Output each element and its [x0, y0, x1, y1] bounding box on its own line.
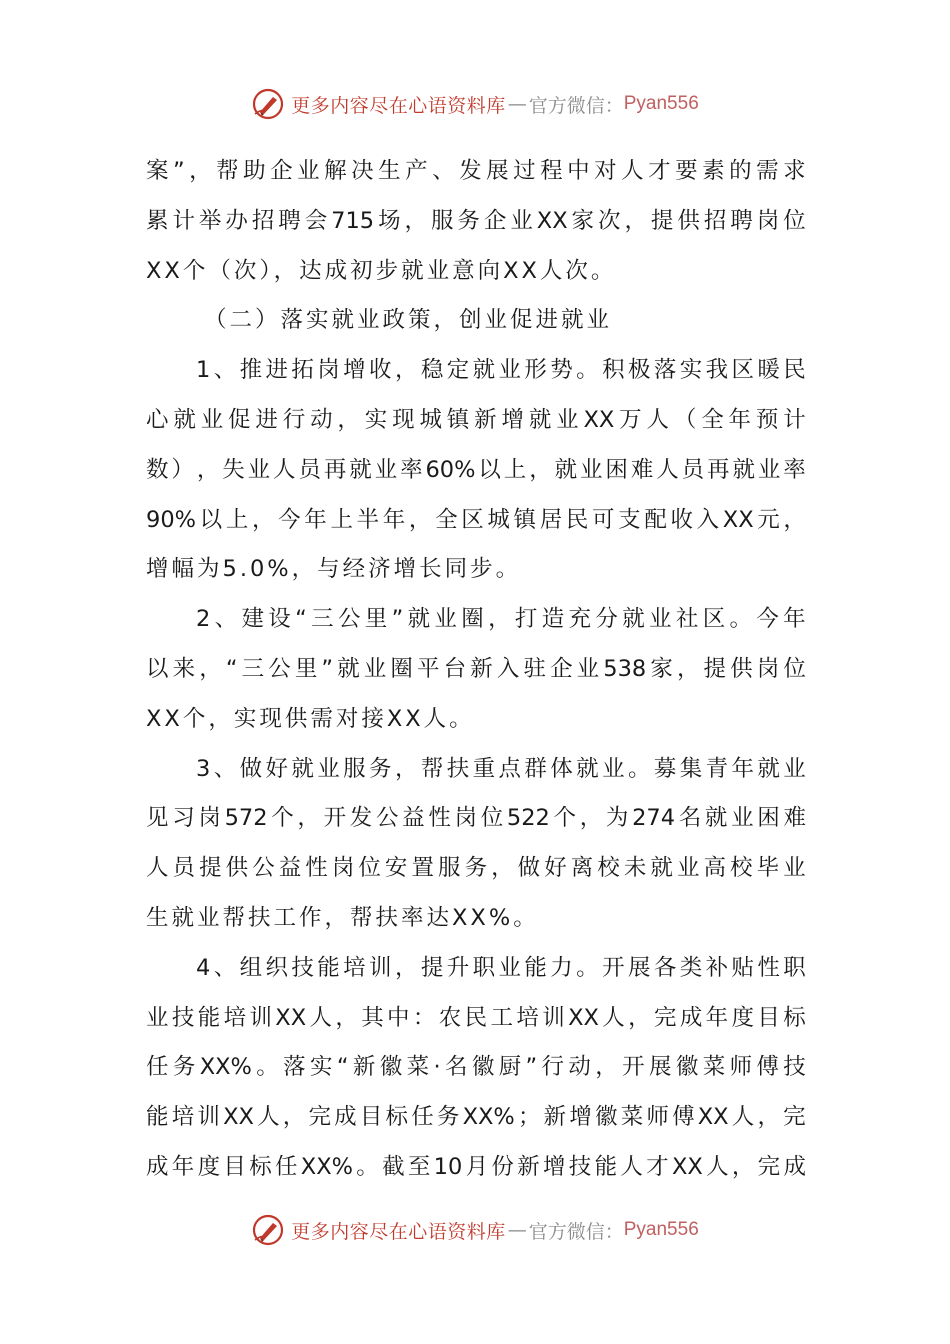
- text-line: 见 习 岗 572 个 ， 开 发 公 益 性 岗 位 522 个 ， 为 274 名 就 业 困 难: [146, 805, 806, 832]
- text-line: 以 来 ， “ 三 公 里 ” 就 业 圈 平 台 新 入 驻 企 业 538 家 ， 提 供 岗 位: [146, 655, 806, 682]
- header-watermark: [0, 84, 950, 124]
- watermark-title: 更多内容尽在心语资料库: [291, 94, 506, 117]
- watermark-wechat-label: 官方微信：: [528, 1220, 624, 1243]
- text-line: XX个，实现供需对接XX人。: [146, 705, 475, 732]
- section-heading: （二）落实就业政策，创业促进就业: [204, 307, 613, 334]
- text-line: 任 务 XX% 。 落 实 “ 新 徽 菜 · 名 徽 厨 ” 行 动 ， 开 展 徽 菜 师 傅 技: [146, 1054, 806, 1081]
- text-line: 业 技 能 培 训 XX 人 ， 其 中 ： 农 民 工 培 训 XX 人 ， 完 成 年 度 目 标: [146, 1004, 806, 1031]
- text-line: 成 年 度 目 标 任 XX% 。 截 至 10 月 份 新 增 技 能 人 才 XX 人 ， 完 成: [146, 1153, 806, 1180]
- text-line: 3 、 做 好 就 业 服 务 ， 帮 扶 重 点 群 体 就 业 。 募 集 青 年 就 业: [196, 755, 806, 782]
- text-line: XX个（次），达成初步就业意向XX人次。: [146, 257, 617, 284]
- text-line: 1 、 推 进 拓 岗 增 收 ， 稳 定 就 业 形 势 。 积 极 落 实 我 区 暖 民: [196, 357, 806, 384]
- text-line: 数 ） ， 失 业 人 员 再 就 业 率 60% 以 上 ， 就 业 困 难 人 员 再 就 业 率: [146, 456, 806, 483]
- document-body: [146, 147, 806, 1193]
- text-line: 2 、 建 设 “ 三 公 里 ” 就 业 圈 ， 打 造 充 分 就 业 社 区 。 今 年: [196, 606, 806, 633]
- text-line: 增幅为5.0%，与经济增长同步。: [146, 556, 522, 583]
- watermark-wechat-id: Pyan556: [623, 93, 699, 114]
- pen-logo-icon: [251, 1213, 285, 1247]
- text-line: 能 培 训 XX 人 ， 完 成 目 标 任 务 XX% ； 新 增 徽 菜 师 傅 XX 人 ， 完: [146, 1104, 806, 1131]
- watermark-separator: —: [507, 93, 527, 115]
- text-line: 人 员 提 供 公 益 性 岗 位 安 置 服 务 ， 做 好 离 校 未 就 业 高 校 毕 业: [146, 855, 806, 882]
- text-line: 心 就 业 促 进 行 动 ， 实 现 城 镇 新 增 就 业 XX 万 人 （ 全 年 预 计: [146, 406, 806, 433]
- watermark-title: 更多内容尽在心语资料库: [291, 1220, 506, 1243]
- text-line: 生就业帮扶工作，帮扶率达XX%。: [146, 904, 539, 931]
- text-line: 案 ” ， 帮 助 企 业 解 决 生 产 、 发 展 过 程 中 对 人 才 要 素 的 需 求: [146, 158, 806, 184]
- text-line: 90% 以 上 ， 今 年 上 半 年 ， 全 区 城 镇 居 民 可 支 配 收 入 XX 元 ，: [146, 506, 806, 533]
- footer-watermark: [0, 1210, 950, 1250]
- pen-logo-icon: [251, 87, 285, 121]
- watermark-wechat-label: 官方微信：: [528, 94, 624, 117]
- text-line: 累 计 举 办 招 聘 会 715 场 ， 服 务 企 业 XX 家 次 ， 提 供 招 聘 岗 位: [146, 207, 806, 234]
- text-line: 4 、 组 织 技 能 培 训 ， 提 升 职 业 能 力 。 开 展 各 类 补 贴 性 职: [196, 954, 806, 981]
- watermark-wechat-id: Pyan556: [623, 1219, 699, 1240]
- watermark-separator: —: [507, 1219, 527, 1241]
